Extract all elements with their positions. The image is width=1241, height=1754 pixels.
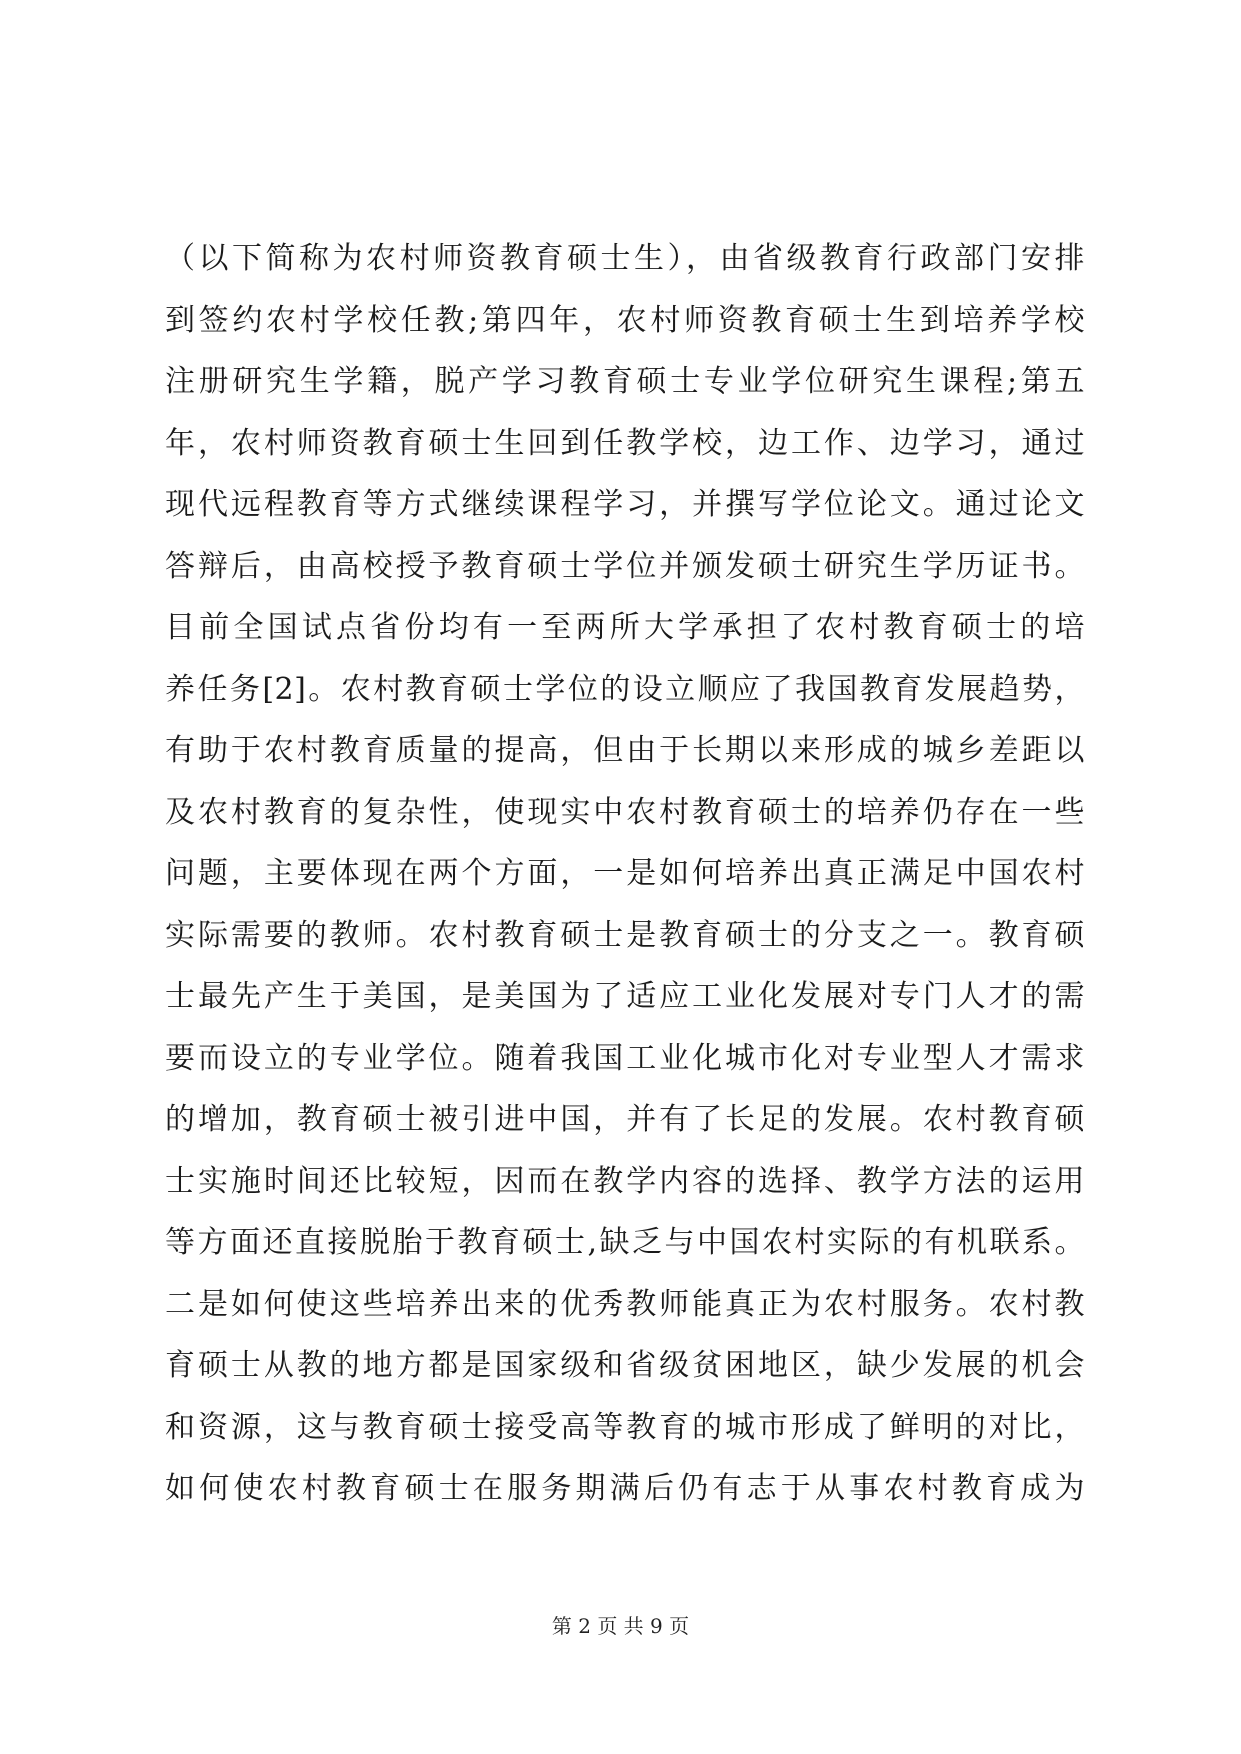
text-line: 实际需要的教师。农村教育硕士是教育硕士的分支之一。教育硕 bbox=[165, 917, 1085, 953]
text-line: 到签约农村学校任教;第四年，农村师资教育硕士生到培养学校 bbox=[165, 302, 1085, 338]
text-line: 年，农村师资教育硕士生回到任教学校，边工作、边学习，通过 bbox=[165, 425, 1085, 461]
text-line: 注册研究生学籍，脱产学习教育硕士专业学位研究生课程;第五 bbox=[165, 364, 1085, 399]
text-line: 等方面还直接脱胎于教育硕士,缺乏与中国农村实际的有机联系。 bbox=[165, 1225, 1085, 1260]
text-line: 现代远程教育等方式继续课程学习，并撰写学位论文。通过论文 bbox=[165, 487, 1085, 522]
page-footer bbox=[0, 1612, 1241, 1640]
page-number-label: 第 2 页 共 9 页 bbox=[551, 1614, 690, 1638]
text-line: 有助于农村教育质量的提高，但由于长期以来形成的城乡差距以 bbox=[165, 733, 1085, 768]
body-text bbox=[165, 228, 1085, 1520]
text-line: 育硕士从教的地方都是国家级和省级贫困地区，缺少发展的机会 bbox=[165, 1348, 1085, 1383]
text-line: 士最先产生于美国，是美国为了适应工业化发展对专门人才的需 bbox=[165, 979, 1085, 1014]
text-line: （以下简称为农村师资教育硕士生），由省级教育行政部门安排 bbox=[165, 241, 1085, 276]
text-line: 如何使农村教育硕士在服务期满后仍有志于从事农村教育成为 bbox=[165, 1471, 1085, 1506]
text-line: 目前全国试点省份均有一至两所大学承担了农村教育硕士的培 bbox=[165, 610, 1085, 645]
text-line: 二是如何使这些培养出来的优秀教师能真正为农村服务。农村教 bbox=[165, 1286, 1085, 1322]
text-line: 答辩后，由高校授予教育硕士学位并颁发硕士研究生学历证书。 bbox=[165, 548, 1085, 584]
text-line: 的增加，教育硕士被引进中国，并有了长足的发展。农村教育硕 bbox=[165, 1102, 1085, 1137]
text-line: 养任务[2]。农村教育硕士学位的设立顺应了我国教育发展趋势， bbox=[165, 671, 1085, 707]
text-line: 问题，主要体现在两个方面，一是如何培养出真正满足中国农村 bbox=[165, 856, 1085, 891]
text-line: 士实施时间还比较短，因而在教学内容的选择、教学方法的运用 bbox=[165, 1163, 1085, 1199]
text-line: 要而设立的专业学位。随着我国工业化城市化对专业型人才需求 bbox=[165, 1040, 1085, 1076]
text-line: 和资源，这与教育硕士接受高等教育的城市形成了鲜明的对比， bbox=[165, 1409, 1085, 1445]
text-line: 及农村教育的复杂性，使现实中农村教育硕士的培养仍存在一些 bbox=[165, 794, 1085, 830]
